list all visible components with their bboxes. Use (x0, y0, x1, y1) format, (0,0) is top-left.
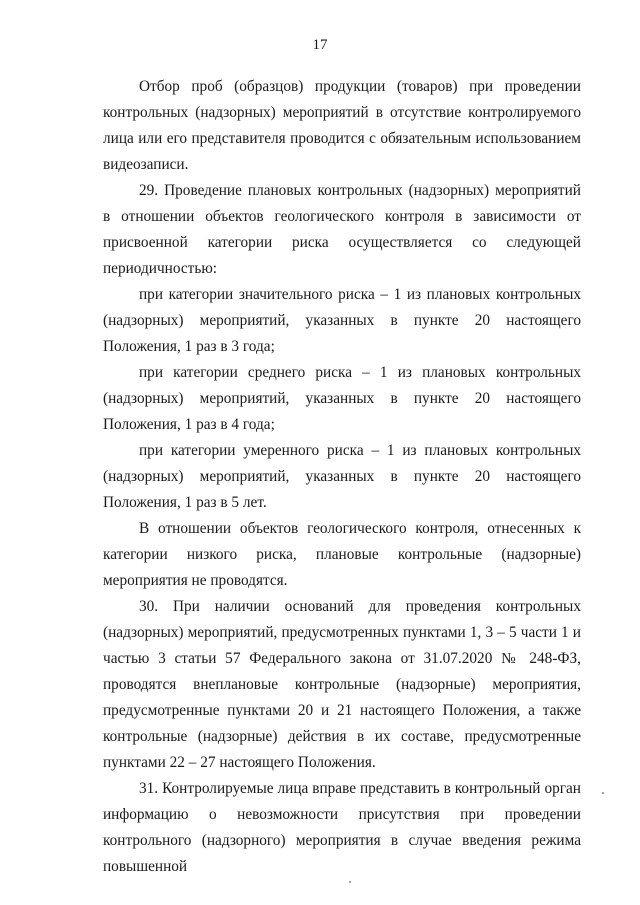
document-body (103, 74, 581, 880)
paragraph-moderate-risk: при категории умеренного риска – 1 из плановых контрольных (надзорных) мероприятий, указанных в пункте 20 настоящего Положения, 1 раз в 5 лет. (103, 442, 581, 511)
paragraph-29-periodicity: 29. Проведение плановых контрольных (надзорных) мероприятий в отношении объектов геологического контроля в зависимости от присвоенной категории риска осуществляется со следующей периодичностью: (103, 182, 581, 277)
paragraph-low-risk: В отношении объектов геологического контроля, отнесенных к категории низкого риска, плановые контрольные (надзорные) мероприятия не проводятся. (103, 520, 581, 589)
paragraph-sampling-video: Отбор проб (образцов) продукции (товаров) при проведении контрольных (надзорных) мероприятий в отсутствие контролируемого лица или его представителя проводится с обязательным использованием видеозаписи. (103, 78, 581, 173)
scan-speck (349, 881, 351, 883)
paragraph-31-absence-notice: 31. Контролируемые лица вправе представить в контрольный орган информацию о невозможности присутствия при проведении контрольного (надзорного) мероприятия в случае введения режима повышенной (103, 780, 581, 875)
paragraph-medium-risk: при категории среднего риска – 1 из плановых контрольных (надзорных) мероприятий, указанных в пункте 20 настоящего Положения, 1 раз в 4 года; (103, 364, 581, 433)
page-number: 17 (312, 37, 328, 53)
paragraph-significant-risk: при категории значительного риска – 1 из плановых контрольных (надзорных) мероприятий, указанных в пункте 20 настоящего Положения, 1 раз в 3 года; (103, 286, 581, 355)
paragraph-30-unscheduled: 30. При наличии оснований для проведения контрольных (надзорных) мероприятий, предусмотренных пунктами 1, 3 – 5 части 1 и частью 3 статьи 57 Федерального закона от 31.07.2020 № 248-ФЗ, проводятся внеплановые контрольные (надзорные) мероприятия, предусмотренные пунктами 20 и 21 настоящего Положения, а также контрольные (надзорные) действия в их составе, предусмотренные пунктами 22 – 27 настоящего Положения. (103, 598, 581, 771)
scan-speck (602, 792, 604, 794)
